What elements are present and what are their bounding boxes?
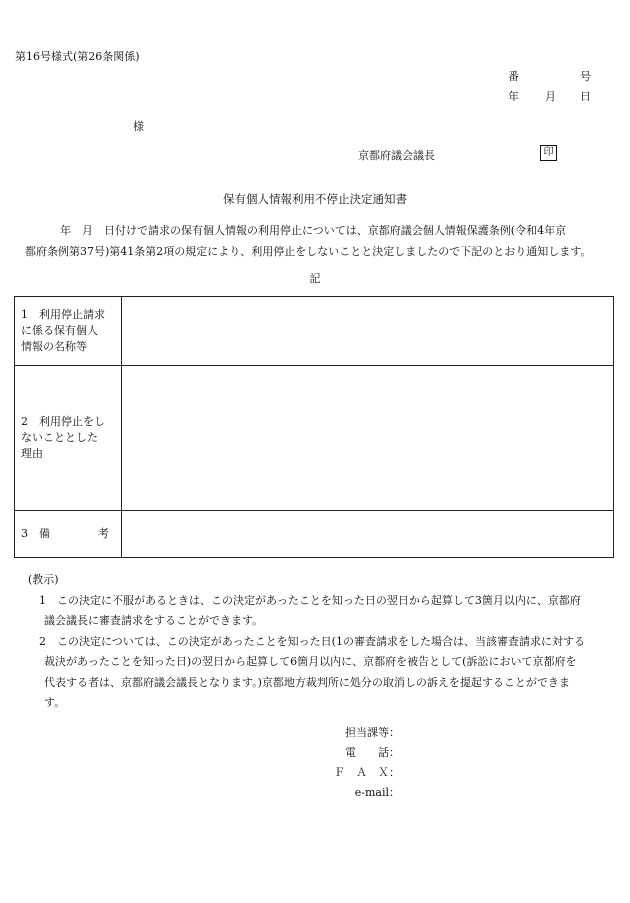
contact-dept-label: 担当課等： bbox=[345, 726, 400, 739]
row-value-field bbox=[122, 366, 614, 511]
addressee-suffix: 様 bbox=[133, 120, 144, 133]
contact-fax-label: Ｆ Ａ Ｘ： bbox=[334, 766, 400, 779]
instruction-item-2-cont: す。 bbox=[44, 696, 66, 709]
contact-block bbox=[334, 723, 400, 803]
instruction-item-2: 2 この決定については、この決定があったことを知った日(1の審査請求をした場合は、当該審査請求に対する bbox=[39, 634, 585, 648]
date-month-label: 月 bbox=[545, 90, 556, 103]
label-line: 1 利用停止請求 bbox=[21, 308, 105, 321]
notification-body bbox=[25, 220, 615, 262]
form-number: 第16号様式(第26条関係) bbox=[15, 50, 140, 63]
details-table bbox=[14, 296, 614, 558]
contact-email-label: e-mail： bbox=[354, 786, 400, 799]
row-label bbox=[15, 297, 122, 366]
ki-heading: 記 bbox=[309, 272, 321, 285]
date-year-label: 年 bbox=[508, 90, 519, 103]
label-line: 情報の名称等 bbox=[21, 340, 87, 353]
remarks-label-right: 考 bbox=[98, 527, 109, 540]
row-label bbox=[15, 511, 122, 558]
document-title: 保有個人情報利用不停止決定通知書 bbox=[223, 192, 407, 206]
issuer-name: 京都府議会議長 bbox=[358, 149, 435, 162]
table-row bbox=[15, 297, 614, 366]
label-line: 理由 bbox=[21, 447, 43, 460]
table-row bbox=[15, 366, 614, 511]
remarks-label bbox=[21, 526, 109, 542]
body-line-2: 都府条例第37号)第41条第2項の規定により、利用停止をしないことと決定しましたので下記のとおり通知します。 bbox=[25, 245, 592, 258]
row-label bbox=[15, 366, 122, 511]
number-label: 番 bbox=[508, 70, 519, 83]
instruction-item-2-cont: 裁決があったことを知った日)の翌日から起算して6箇月以内に、京都府を被告として(訴訟において京都府を bbox=[44, 655, 577, 668]
label-line: に係る保有個人 bbox=[21, 324, 98, 337]
label-line: ないこととした bbox=[21, 431, 98, 444]
body-line-1: 年 月 日付けで請求の保有個人情報の利用停止については、京都府議会個人情報保護条例(令和4年京 bbox=[60, 224, 567, 237]
instruction-item-1-cont: 議会議長に審査請求をすることができます。 bbox=[44, 614, 264, 627]
instructions-heading: (教示) bbox=[28, 573, 59, 586]
instruction-item-2-cont: 代表する者は、京都府議会議長となります。)京都地方裁判所に処分の取消しの訴えを提起することができま bbox=[44, 675, 570, 689]
seal-stamp: 印 bbox=[540, 145, 557, 161]
remarks-label-left: 3 備 bbox=[21, 527, 50, 540]
number-suffix: 号 bbox=[580, 70, 591, 83]
instruction-item-1: 1 この決定に不服があるときは、この決定があったことを知った日の翌日から起算して3箇月以内に、京都府 bbox=[39, 593, 581, 607]
instructions-section bbox=[28, 570, 618, 714]
table-row bbox=[15, 511, 614, 558]
date-day-label: 日 bbox=[580, 90, 591, 103]
label-line: 2 利用停止をし bbox=[21, 415, 105, 428]
contact-tel-label: 電 話： bbox=[345, 746, 400, 759]
row-value-field bbox=[122, 511, 614, 558]
row-value-field bbox=[122, 297, 614, 366]
